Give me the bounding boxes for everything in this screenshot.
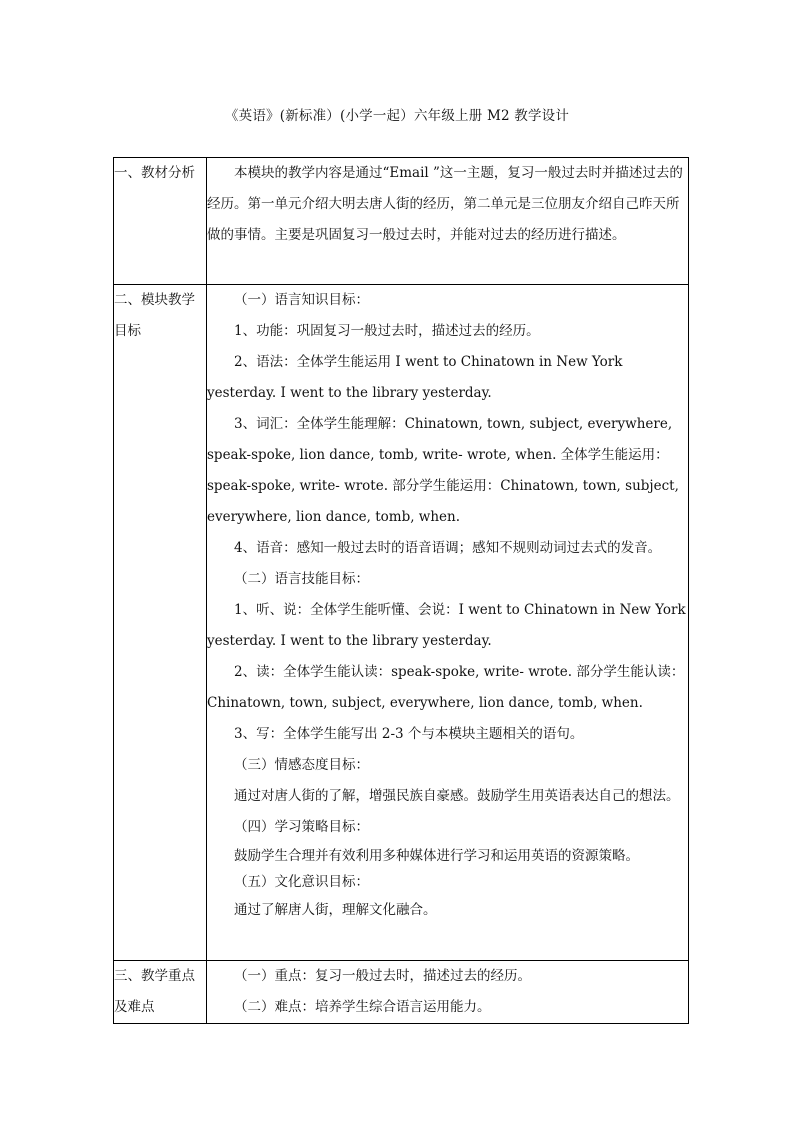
paragraph: 2、读：全体学生能认读：speak-spoke, write- wrote. 部分学生能认读：Chinatown, town, subject, everywhere, lion dance, tomb, when.: [207, 664, 685, 711]
row-label: 一、教材分析: [114, 158, 207, 285]
paragraph: 鼓励学生合理并有效利用多种媒体进行学习和运用英语的资源策略。: [234, 848, 639, 864]
paragraph: （二）难点：培养学生综合语言运用能力。: [234, 999, 491, 1015]
row-label: 二、模块教学目标: [114, 285, 207, 961]
paragraph: 1、听、说：全体学生能听懂、会说：I went to Chinatown in New York yesterday. I went to the library yesterday.: [207, 602, 686, 649]
section-heading: （一）语言知识目标：: [234, 292, 369, 308]
table-row-module-objectives: [114, 285, 689, 961]
table-row-textbook-analysis: [114, 158, 689, 285]
paragraph: 通过了解唐人街，理解文化融合。: [234, 902, 437, 918]
document-title: 《英语》(新标准）(小学一起）六年级上册 M2 教学设计: [224, 108, 570, 124]
row-content: [207, 961, 689, 1024]
section-heading: （五）文化意识目标：: [234, 874, 369, 890]
row-content: [207, 285, 689, 961]
section-heading: （四）学习策略目标：: [234, 819, 369, 835]
paragraph: 1、功能：巩固复习一般过去时，描述过去的经历。: [234, 323, 540, 339]
paragraph: 通过对唐人街的了解，增强民族自豪感。鼓励学生用英语表达自己的想法。: [234, 788, 680, 804]
paragraph: 3、词汇：全体学生能理解：Chinatown, town, subject, everywhere, speak-spoke, lion dance, tomb, write- wrote, when. 全体学生能运用：speak-spoke, write- wrote. 部分学生能运用：Chinatown, town, subject, everywhere, lion dance, tomb, when.: [207, 416, 679, 525]
row-content: [207, 158, 689, 285]
row-label: 三、教学重点及难点: [114, 961, 207, 1024]
paragraph: 4、语音：感知一般过去时的语音语调；感知不规则动词过去式的发音。: [234, 540, 662, 556]
lesson-plan-table: [113, 157, 689, 1024]
paragraph: （一）重点：复习一般过去时，描述过去的经历。: [234, 968, 531, 984]
paragraph: 2、语法：全体学生能运用 I went to Chinatown in New York yesterday. I went to the library yesterday.: [207, 354, 623, 401]
section-heading: （三）情感态度目标：: [234, 757, 369, 773]
paragraph: 本模块的教学内容是通过“Email ”这一主题，复习一般过去时并描述过去的经历。第一单元介绍大明去唐人街的经历，第二单元是三位朋友介绍自己昨天所做的事情。主要是巩固复习一般过去时，并能对过去的经历进行描述。: [207, 165, 683, 243]
paragraph: 3、写：全体学生能写出 2-3 个与本模块主题相关的语句。: [234, 726, 584, 742]
table-row-key-points: [114, 961, 689, 1024]
section-heading: （二）语言技能目标：: [234, 571, 369, 587]
